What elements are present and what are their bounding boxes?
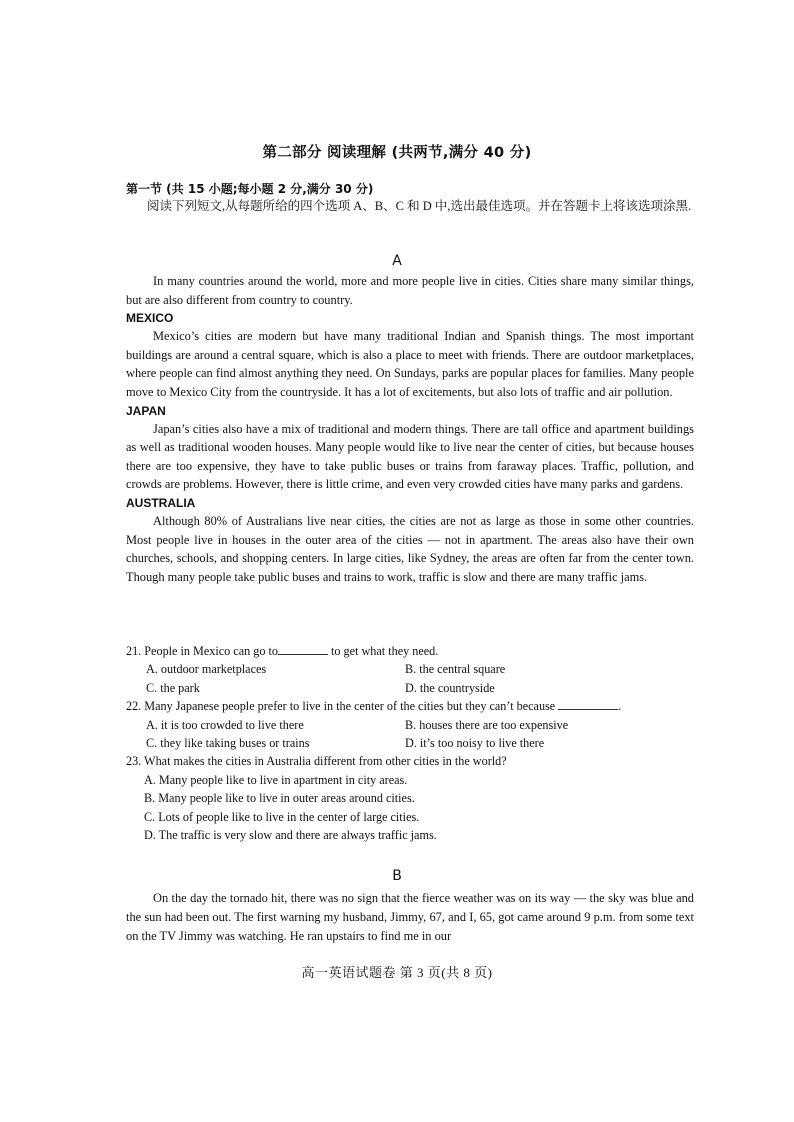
section-text-australia: Although 80% of Australians live near cities, the cities are not as large as those in some other countries. Most people live in houses in the outer area of the cities — not in apartment. The areas also have their own churches, schools, and shopping centers. In large cities, like Sydney, the areas are often far from the center town. Though many people take public buses and trains to work, traffic is slow and there are many traffic jams.: [126, 513, 694, 584]
section-heading: 第一节 (共 15 小题;每小题 2 分,满分 30 分): [126, 182, 374, 196]
question-stem: 21. People in Mexico can go to: [126, 644, 278, 658]
option-row: [126, 734, 696, 752]
option-d: D. it’s too noisy to live there: [405, 736, 545, 751]
option-a: A. Many people like to live in apartment in city areas.: [144, 772, 408, 787]
option-c: C. the park: [146, 680, 200, 695]
option-d: D. The traffic is very slow and there are always traffic jams.: [144, 828, 437, 843]
passage-a-intro: In many countries around the world, more and more people live in cities. Cities share many similar things, but are also different from country to country.: [126, 274, 694, 307]
section-heading-japan: JAPAN: [126, 403, 166, 418]
option-c: C. they like taking buses or trains: [146, 736, 310, 751]
section-text-mexico: Mexico’s cities are modern but have many traditional Indian and Spanish things. The most important buildings are around a central square, which is also a place to meet with friends. There are outdoor marketplaces, where people can find almost anything they need. On Sundays, parks are popular places for families. Many people move to Mexico City from the countryside. It has a lot of excitements, but also lots of traffic and air pollution.: [126, 329, 694, 399]
question-stem-end: to get what they need.: [327, 644, 439, 658]
option-a: A. outdoor marketplaces: [146, 662, 267, 677]
option-c: C. Lots of people like to live in the center of large cities.: [144, 809, 420, 824]
question-21: [126, 642, 696, 660]
option-row: [126, 679, 696, 697]
section-text-japan: Japan’s cities also have a mix of traditional and modern things. There are tall office and apartment buildings as well as traditional wooden houses. Many people would like to live near the center of cities, but because houses there are too expensive, they have to take public buses or trains from faraway places. Traffic, pollution, and crowds are problems. However, there is little crime, and even very crowded cities have many parks and gardens.: [126, 421, 694, 492]
section-heading-australia: AUSTRALIA: [126, 495, 196, 510]
passage-a-body: [126, 272, 694, 586]
question-stem-end: .: [618, 699, 622, 714]
answer-blank: [558, 699, 618, 710]
option-row: [126, 660, 696, 678]
question-22: [126, 697, 696, 715]
answer-blank: [278, 644, 328, 655]
option-a: A. it is too crowded to live there: [146, 717, 304, 732]
option-b: B. houses there are too expensive: [405, 717, 569, 732]
passage-b-letter: B: [392, 868, 402, 884]
passage-b-body: [126, 889, 694, 945]
question-23: [126, 752, 696, 770]
passage-b-text: On the day the tornado hit, there was no sign that the fierce weather was on its way — the sky was blue and the sun had been out. The first warning my husband, Jimmy, 67, and I, 65, got came around 9 p.m. from some text on the TV Jimmy was watching. He ran upstairs to find me in our: [126, 891, 694, 943]
question-list: [126, 642, 696, 844]
instruction-text: 阅读下列短文,从每题所给的四个选项 A、B、C 和 D 中,选出最佳选项。并在答题卡上将该选项涂黑.: [147, 199, 692, 213]
option-row: [126, 716, 696, 734]
option-d: D. the countryside: [405, 680, 495, 695]
passage-a-letter: A: [392, 253, 402, 269]
question-stem: 22. Many Japanese people prefer to live in the center of the cities but they can’t because: [126, 699, 556, 714]
option-b: B. the central square: [405, 662, 506, 677]
section-heading-mexico: MEXICO: [126, 311, 174, 326]
part-title: 第二部分 阅读理解 (共两节,满分 40 分): [262, 145, 532, 161]
option-b: B. Many people like to live in outer areas around cities.: [144, 791, 415, 806]
page-footer: 高一英语试题卷 第 3 页(共 8 页): [301, 965, 493, 980]
question-stem: 23. What makes the cities in Australia different from other cities in the world?: [126, 754, 507, 769]
